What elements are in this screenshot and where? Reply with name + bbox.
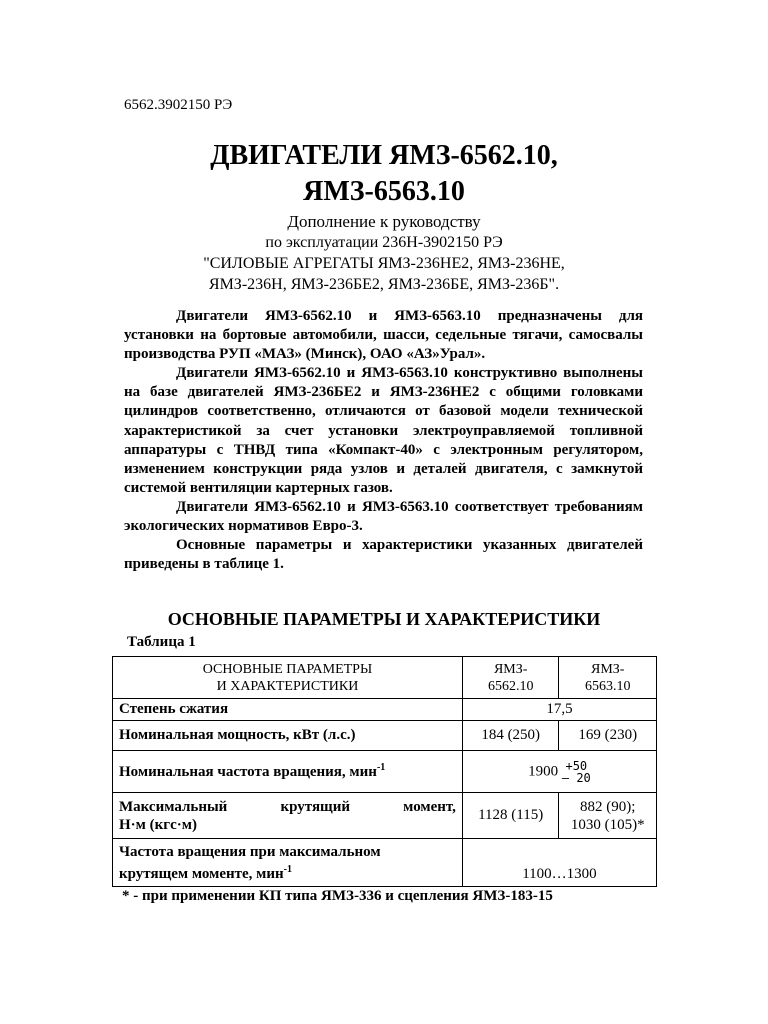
row-speed-name — [113, 751, 463, 793]
header-model2-line-2: 6563.10 — [584, 678, 631, 694]
header-model-6562 — [462, 657, 559, 699]
table-row — [113, 699, 657, 721]
subtitle — [0, 211, 768, 295]
header-model-6563 — [559, 657, 657, 699]
tolerance-upper: +50 — [565, 758, 588, 773]
row-torque-speed-value: 1100…1300 — [462, 839, 656, 887]
row-torque-word-1: Максимальный — [119, 798, 228, 815]
footnote: * - при применении КП типа ЯМЗ-336 и сцепления ЯМЗ-183-15 — [122, 888, 553, 904]
table-row — [113, 751, 657, 793]
subtitle-line-1: Дополнение к руководству — [287, 212, 481, 231]
document-number: 6562.3902150 РЭ — [124, 97, 233, 113]
paragraph-purpose: Двигатели ЯМЗ-6562.10 и ЯМЗ-6563.10 предназначены для установки на бортовые автомобили, шасси, седельные тягачи, самосвалы производства РУП «МАЗ» (Минск), ОАО «АЗ»Урал». — [124, 308, 643, 363]
row-torque-value-6563 — [559, 793, 657, 839]
subtitle-line-3: "СИЛОВЫЕ АГРЕГАТЫ ЯМЗ-236НЕ2, ЯМЗ-236НЕ, — [203, 255, 565, 272]
row-torque-speed-unit-exponent: -1 — [283, 863, 292, 875]
row-speed-tolerance — [562, 760, 591, 784]
header-model1-line-1: ЯМЗ- — [493, 661, 528, 677]
row-compression-name: Степень сжатия — [113, 699, 463, 721]
tolerance-lower: – 20 — [561, 770, 591, 785]
row-torque-name — [113, 793, 463, 839]
row-power-name: Номинальная мощность, кВт (л.с.) — [113, 721, 463, 751]
row-torque-speed-line-1: Частота вращения при максимальном — [119, 843, 381, 860]
row-torque-word-3: момент, — [403, 798, 456, 815]
table-row — [113, 793, 657, 839]
title-line-2: ЯМЗ-6563.10 — [303, 176, 465, 207]
paragraph-table-ref: Основные параметры и характеристики указанных двигателей приведены в таблице 1. — [124, 537, 643, 573]
table-row — [113, 839, 657, 887]
table-row — [113, 721, 657, 751]
table-header-row — [113, 657, 657, 699]
row-torque-value2-line-2: 1030 (105)* — [570, 816, 645, 833]
header-params-line-1: ОСНОВНЫЕ ПАРАМЕТРЫ — [202, 661, 373, 677]
title-line-1: ДВИГАТЕЛИ ЯМЗ-6562.10, — [210, 140, 558, 171]
header-params — [113, 657, 463, 699]
row-compression-value: 17,5 — [462, 699, 656, 721]
table-label: Таблица 1 — [127, 634, 196, 650]
header-model2-line-1: ЯМЗ- — [590, 661, 625, 677]
row-torque-name-line-1 — [119, 798, 456, 816]
header-model1-line-2: 6562.10 — [487, 678, 534, 694]
row-torque-name-line-2: Н·м (кгс·м) — [119, 816, 197, 833]
row-torque-value-6562: 1128 (115) — [462, 793, 559, 839]
header-params-line-2: И ХАРАКТЕРИСТИКИ — [216, 678, 359, 694]
parameters-table — [112, 656, 657, 887]
paragraph-euro3: Двигатели ЯМЗ-6562.10 и ЯМЗ-6563.10 соответствует требованиям экологических нормативов Евро-3. — [124, 498, 643, 535]
subtitle-line-4: ЯМЗ-236Н, ЯМЗ-236БЕ2, ЯМЗ-236БЕ, ЯМЗ-236Б". — [208, 276, 560, 293]
row-power-value-6563: 169 (230) — [559, 721, 657, 751]
page-title — [0, 138, 768, 210]
section-heading: ОСНОВНЫЕ ПАРАМЕТРЫ И ХАРАКТЕРИСТИКИ — [167, 609, 601, 629]
paragraph-design: Двигатели ЯМЗ-6562.10 и ЯМЗ-6563.10 конструктивно выполнены на базе двигателей ЯМЗ-236БЕ2 и ЯМЗ-236НЕ2 с общими головками цилиндров соответственно, отличаются от базовой модели технической характеристикой за счет установки электроуправляемой топливной аппаратуры с ТНВД типа «Компакт-40» с электронным регулятором, изменением конструкции ряда узлов и деталей двигателя, с замкнутой системой вентиляции картерных газов. — [124, 365, 643, 496]
body-text — [124, 307, 643, 574]
subtitle-line-2: по эксплуатации 236Н-3902150 РЭ — [265, 234, 503, 251]
row-torque-word-2: крутящий — [280, 798, 351, 815]
row-torque-speed-label: крутящем моменте, мин — [119, 865, 284, 882]
row-speed-unit-exponent: -1 — [376, 762, 386, 773]
row-torque-speed-line-2 — [119, 861, 456, 883]
row-torque-value2-line-1: 882 (90); — [580, 798, 636, 815]
row-speed-value: 1900 — [528, 762, 559, 779]
row-speed-value-cell — [462, 751, 656, 793]
row-torque-speed-name — [113, 839, 463, 887]
row-speed-label: Номинальная частота вращения, мин — [119, 764, 377, 780]
row-power-value-6562: 184 (250) — [462, 721, 559, 751]
